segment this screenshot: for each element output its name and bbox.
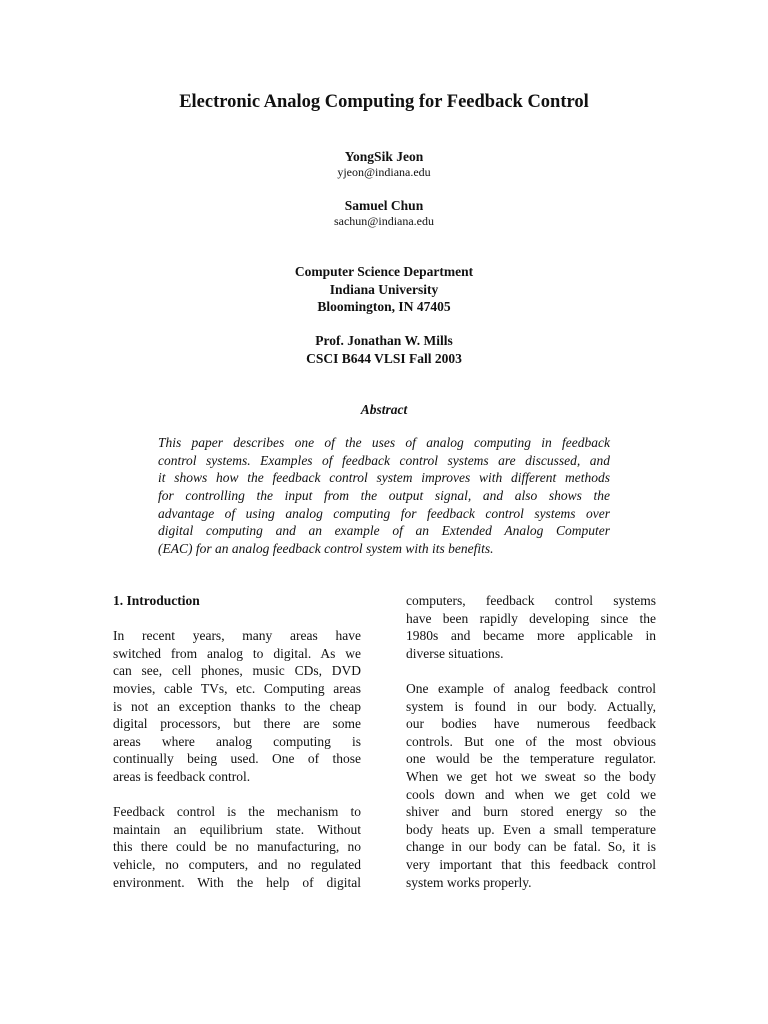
affiliation-line: Computer Science Department	[294, 264, 474, 279]
author-name: YongSik Jeon	[344, 149, 424, 164]
text-line: 1980s and became more applicable in	[406, 628, 656, 644]
text-line: areas is feedback control.	[113, 768, 251, 784]
text-line: continually being used. One of those	[113, 751, 361, 767]
text-line: can see, cell phones, music CDs, DVD	[113, 663, 361, 679]
text-line: In recent years, many areas have	[113, 628, 361, 644]
text-line: One example of analog feedback control	[406, 680, 656, 696]
author-name: Samuel Chun	[344, 198, 424, 213]
text-line: system works properly.	[406, 874, 532, 890]
left-column	[113, 592, 361, 891]
abstract-line: advantage of using analog computing for feedback control systems over	[158, 505, 610, 521]
affiliation-line: Indiana University	[329, 281, 439, 297]
text-line: diverse situations.	[406, 645, 504, 661]
text-line: change in our body can be fatal. So, it is	[406, 839, 656, 855]
text-line: one would be the temperature regulator.	[406, 751, 656, 767]
abstract-line: it shows how the feedback control system improves with different methods	[158, 470, 610, 486]
abstract-body	[158, 434, 610, 558]
intro-paragraph-2	[113, 803, 361, 891]
text-line: vehicle, no computers, and no regulated	[113, 856, 361, 872]
affiliation-line: Bloomington, IN 47405	[317, 299, 451, 314]
text-line: very important that this feedback control	[406, 856, 656, 872]
text-line: is not an exception thanks to the cheap	[113, 698, 361, 714]
author-email: yjeon@indiana.edu	[337, 165, 431, 179]
abstract-line: (EAC) for an analog feedback control system with its benefits.	[158, 541, 494, 557]
text-line: computers, feedback control systems	[406, 593, 656, 608]
author-email: sachun@indiana.edu	[333, 214, 435, 228]
text-line: areas where analog computing is	[113, 733, 361, 749]
right-column	[406, 592, 656, 891]
abstract-line: This paper describes one of the uses of analog computing in feedback	[158, 435, 610, 450]
author-block-1	[0, 148, 768, 179]
text-line: movies, cable TVs, etc. Computing areas	[113, 680, 361, 696]
text-line: have been rapidly developing since the	[406, 610, 656, 626]
text-line: digital processors, but there are some	[113, 716, 361, 732]
course-line: CSCI B644 VLSI Fall 2003	[306, 350, 462, 366]
paper-title: Electronic Analog Computing for Feedback Control	[179, 92, 589, 112]
affiliation	[0, 263, 768, 316]
text-line: environment. With the help of digital	[113, 874, 361, 890]
text-line: switched from analog to digital. As we	[113, 645, 361, 661]
text-line: Feedback control is the mechanism to	[113, 804, 361, 820]
course-info	[0, 332, 768, 367]
section-heading: 1. Introduction	[113, 593, 200, 608]
intro-paragraph-3	[406, 680, 656, 891]
abstract-line: digital computing and an example of an Extended Analog Computer	[158, 523, 610, 539]
abstract-line: for controlling the input from the output signal, and also shows the	[158, 488, 610, 504]
intro-paragraph-continued	[406, 592, 656, 662]
text-line: controls. But one of the most obvious	[406, 733, 656, 749]
text-line: body heats up. Even a small temperature	[406, 821, 656, 837]
text-line: our bodies have numerous feedback	[406, 716, 656, 732]
abstract-heading: Abstract	[360, 402, 408, 417]
abstract-line: control systems. Examples of feedback control systems are discussed, and	[158, 452, 610, 468]
text-line: maintain an equilibrium state. Without	[113, 821, 361, 837]
text-line: system is found in our body. Actually,	[406, 698, 656, 714]
intro-paragraph-1	[113, 627, 361, 785]
text-line: cools down and when we get cold we	[406, 786, 656, 802]
course-line: Prof. Jonathan W. Mills	[315, 333, 453, 348]
text-line: shiver and burn stored energy so the	[406, 804, 656, 820]
text-line: this there could be no manufacturing, no	[113, 839, 361, 855]
text-line: When we get hot we sweat so the body	[406, 768, 656, 784]
author-block-2	[0, 197, 768, 228]
